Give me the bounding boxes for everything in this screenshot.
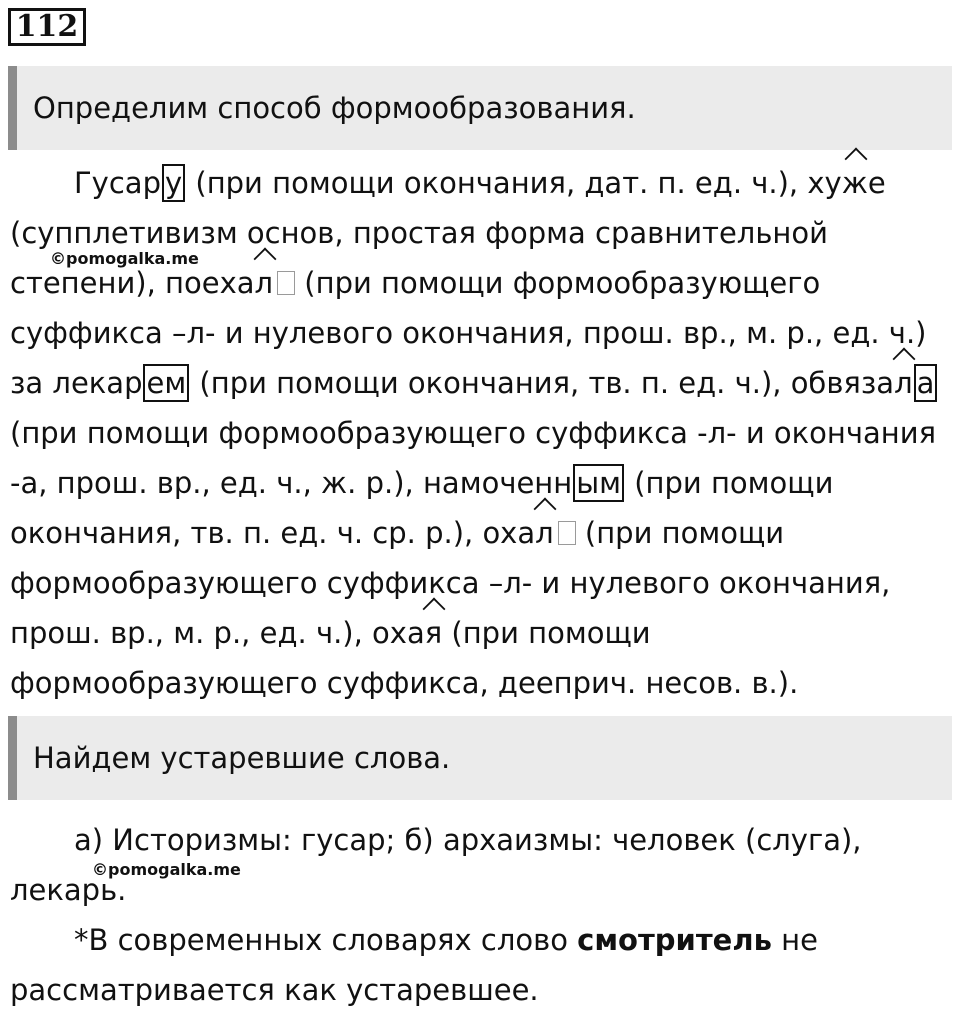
suffix-mark: л [535,508,554,558]
ending-box: а [914,364,938,402]
text-line: *В современных словарях слово смотритель не [74,923,818,957]
ending-box: ым [573,464,624,502]
section-heading-obsolete: Найдем устаревшие слова. [8,716,952,800]
text-line: рассматривается как устаревшее. [10,973,539,1007]
text-line: (при помощи формообразующего суффикса -л- и окончания [10,416,937,450]
ending-box: ем [143,364,189,402]
suffix-mark: ж [842,158,868,208]
watermark: ©pomogalka.me [92,860,241,879]
suffix-mark: л [255,258,274,308]
watermark: ©pomogalka.me [50,249,199,268]
text-line: суффикса –л- и нулевого окончания, прош. вр., м. р., ед. ч.) [10,316,927,350]
null-ending-box [277,271,295,295]
text-line: формообразующего суффикса, дееприч. несов. в.). [10,666,799,700]
text-line: окончания, тв. п. ед. ч. ср. р.), охал (при помощи [10,508,952,558]
null-ending-box [558,521,576,545]
formation-paragraph [10,158,952,708]
obsolete-paragraph [10,815,952,1015]
text-line: -а, прош. вр., ед. ч., ж. р.), намоченн ым (при помощи [10,466,834,500]
text-line: Гусар у (при помощи окончания, дат. п. ед. ч.), хуже [10,158,952,208]
text-line: прош. вр., м. р., ед. ч.), охая (при помощи [10,608,952,658]
suffix-mark: я [425,608,442,658]
ending-box: у [162,164,185,202]
text-line: (супплетивизм основ, простая форма сравнительной [10,216,828,250]
task-number: 112 [8,8,86,46]
text-line: за лекар ем (при помощи окончания, тв. п. ед. ч.), обвязал а [10,358,952,408]
text-line: степени), поехал (при помощи формообразующего [10,258,952,308]
text-line: а) Историзмы: гусар; б) архаизмы: человек (слуга), [74,823,862,857]
section-heading-formation: Определим способ формообразования. [8,66,952,150]
text-line: лекарь. [10,873,127,907]
text-line: формообразующего суффикса –л- и нулевого окончания, [10,566,891,600]
suffix-mark: л [894,358,913,408]
bold-word: смотритель [577,923,772,957]
